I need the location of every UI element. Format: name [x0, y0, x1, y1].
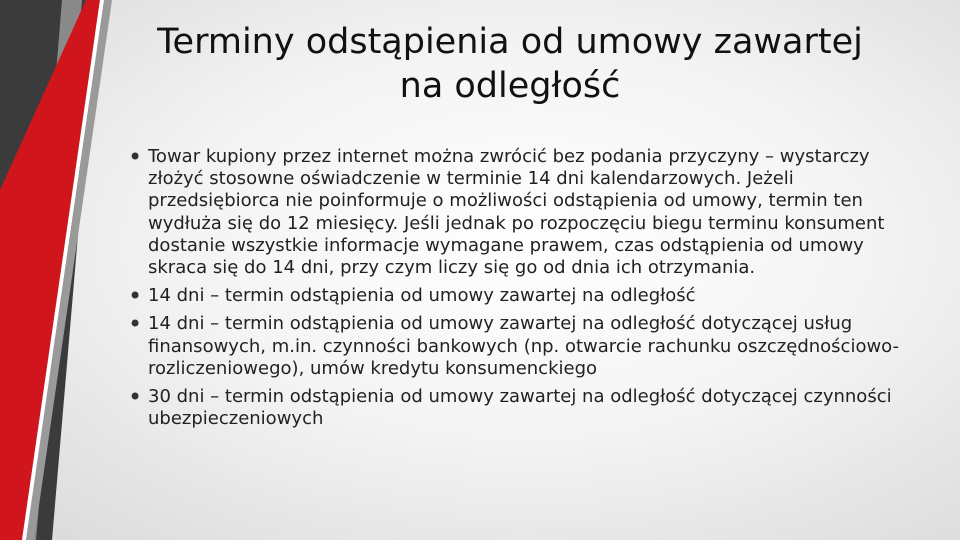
bullet-dot-icon: •	[128, 282, 143, 311]
bullet-text: 14 dni – termin odstąpienia od umowy zawartej na odległość	[148, 285, 696, 307]
bullet-item-2	[128, 282, 918, 311]
bullet-text: 14 dni – termin odstąpienia od umowy zawartej na odległość dotyczącej usług finansowych, m.in. czynności bankowych (np. otwarcie rachunku oszczędnościowo-rozliczeniowego), umów kredytu konsumenckiego	[148, 313, 900, 379]
bullet-text: Towar kupiony przez internet można zwrócić bez podania przyczyny – wystarczy złożyć stosowne oświadczenie w terminie 14 dni kalendarzowych. Jeżeli przedsiębiorca nie poinformuje o możliwości odstąpienia od umowy, termin ten wydłuża się do 12 miesięcy. Jeśli jednak po rozpoczęciu biegu terminu konsument dostanie wszystkie informacje wymagane prawem, czas odstąpienia od umowy skraca się do 14 dni, przy czym liczy się go od dnia ich otrzymania.	[148, 146, 885, 279]
slide-title	[110, 20, 910, 108]
bullet-dot-icon: •	[128, 383, 143, 412]
title-line-2: na odległość	[399, 66, 621, 106]
decorative-stripes	[0, 0, 120, 540]
bullet-dot-icon: •	[128, 310, 143, 339]
bullet-item-1	[128, 143, 918, 279]
bullet-dot-icon: •	[128, 143, 143, 171]
bullet-item-4	[128, 383, 918, 430]
bullet-item-3	[128, 310, 918, 380]
title-line-1: Terminy odstąpienia od umowy zawartej	[157, 22, 863, 62]
bullet-list	[128, 143, 918, 436]
bullet-text: 30 dni – termin odstąpienia od umowy zawartej na odległość dotyczącej czynności ubezpieczeniowych	[148, 386, 892, 430]
